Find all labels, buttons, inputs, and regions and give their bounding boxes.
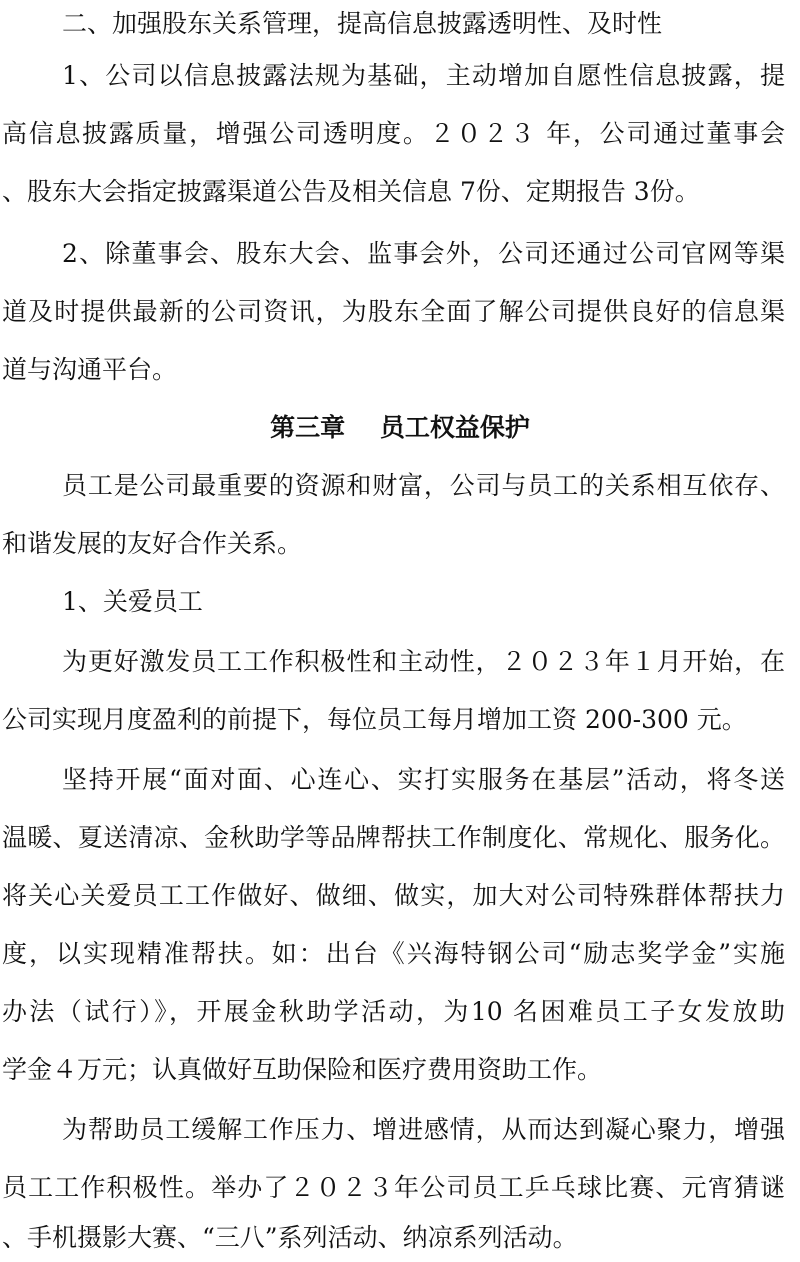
paragraph-line: 为更好激发员工工作积极性和主动性，２０２３年１月开始，在 — [62, 647, 785, 676]
paragraph-line: 学金４万元；认真做好互助保险和医疗费用资助工作。 — [2, 1055, 603, 1084]
section-heading-shareholder: 二、加强股东关系管理，提高信息披露透明性、及时性 — [62, 9, 663, 38]
paragraph-line: 道及时提供最新的公司资讯，为股东全面了解公司提供良好的信息渠 — [2, 297, 785, 326]
paragraph-line: 1、公司以信息披露法规为基础，主动增加自愿性信息披露，提 — [62, 61, 785, 90]
paragraph-line: 高信息披露质量，增强公司透明度。２０２３ 年，公司通过董事会 — [2, 119, 785, 148]
paragraph-line: 2、除董事会、股东大会、监事会外，公司还通过公司官网等渠 — [62, 239, 785, 268]
paragraph-line: 、股东大会指定披露渠道公告及相关信息 7份、定期报告 3份。 — [2, 177, 700, 206]
paragraph-line: 和谐发展的友好合作关系。 — [2, 529, 303, 558]
paragraph-line: 公司实现月度盈利的前提下，每位员工每月增加工资 200-300 元。 — [2, 705, 747, 734]
paragraph-line: 、手机摄影大赛、“三八”系列活动、纳凉系列活动。 — [2, 1223, 578, 1252]
paragraph-line: 坚持开展“面对面、心连心、实打实服务在基层”活动，将冬送 — [62, 765, 785, 794]
paragraph-line: 将关心关爱员工工作做好、做细、做实，加大对公司特殊群体帮扶力 — [2, 881, 785, 910]
paragraph-line: 员工是公司最重要的资源和财富，公司与员工的关系相互依存、 — [62, 471, 785, 500]
paragraph-line: 度，以实现精准帮扶。如：出台《兴海特钢公司“励志奖学金”实施 — [2, 939, 785, 968]
chapter-title: 第三章 员工权益保护 — [270, 413, 530, 442]
paragraph-line: 员工工作积极性。举办了２０２３年公司员工乒乓球比赛、元宵猜谜 — [2, 1173, 785, 1202]
paragraph-line: 温暖、夏送清凉、金秋助学等品牌帮扶工作制度化、常规化、服务化。 — [2, 823, 785, 852]
paragraph-line: 为帮助员工缓解工作压力、增进感情，从而达到凝心聚力，增强 — [62, 1115, 785, 1144]
subheading-care-employees: 1、关爱员工 — [62, 587, 203, 616]
paragraph-line: 道与沟通平台。 — [2, 355, 178, 384]
paragraph-line: 办法（试行）》，开展金秋助学活动，为10 名困难员工子女发放助 — [2, 997, 785, 1026]
